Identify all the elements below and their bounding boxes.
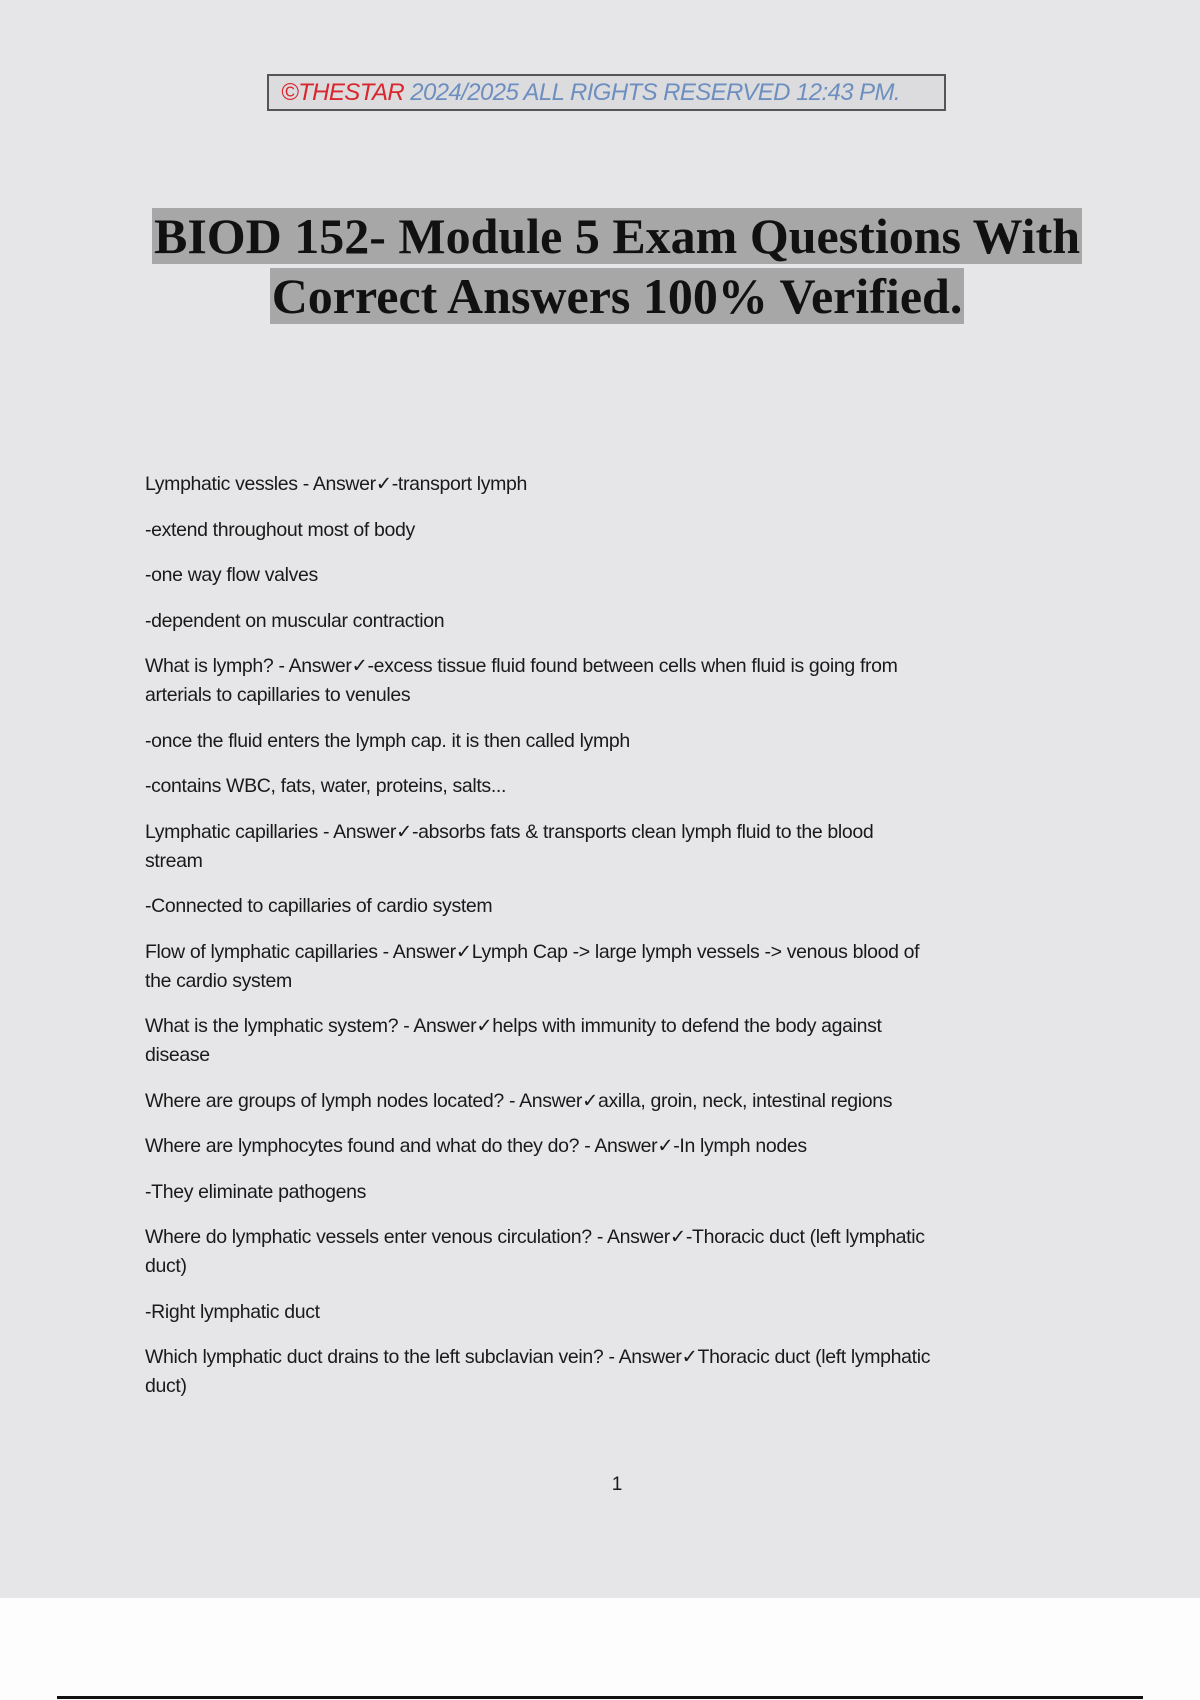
qa-paragraph [145,470,1145,499]
footer-rule [57,1696,1143,1699]
text-line: -Connected to capillaries of cardio system [145,895,493,917]
text-line: Where are lymphocytes found and what do they do? - Answer✓-In lymph nodes [145,1135,807,1157]
text-line: duct) [145,1255,187,1277]
text-line: What is lymph? - Answer✓-excess tissue fluid found between cells when fluid is going from [145,655,898,677]
text-line: -Right lymphatic duct [145,1300,320,1323]
document-title [0,206,1200,326]
text-line: disease [145,1044,210,1066]
page-number: 1 [611,1474,623,1495]
text-line: duct) [145,1375,187,1397]
text-line: arterials to capillaries to venules [145,684,411,706]
text-line: Which lymphatic duct drains to the left subclavian vein? - Answer✓Thoracic duct (left lymphatic [145,1346,931,1368]
qa-paragraph [145,1087,1145,1116]
title-line-1: BIOD 152- Module 5 Exam Questions With [153,208,1081,264]
text-line: What is the lymphatic system? - Answer✓helps with immunity to defend the body against [145,1015,882,1037]
text-line: Lymphatic capillaries - Answer✓-absorbs fats & transports clean lymph fluid to the blood [145,820,874,843]
text-line: -one way flow valves [145,564,318,586]
qa-paragraph [145,561,1145,590]
qa-paragraph [145,818,1145,876]
text-line: Where do lymphatic vessels enter venous circulation? - Answer✓-Thoracic duct (left lymphatic [145,1226,925,1248]
watermark-text: 2024/2025 ALL RIGHTS RESERVED 12:43 PM. [404,79,900,106]
qa-paragraph [145,892,1145,921]
qa-paragraph [145,1132,1145,1161]
qa-paragraph [145,938,1145,996]
copyright-watermark [267,74,946,111]
qa-paragraph [145,652,1145,710]
qa-paragraph [145,607,1145,636]
title-line-2: Correct Answers 100% Verified. [271,268,963,324]
text-line: -extend throughout most of body [145,518,415,541]
text-line: stream [145,849,203,872]
qa-paragraph [145,1223,1145,1281]
qa-paragraph [145,727,1145,756]
qa-paragraph [145,1298,1145,1327]
watermark-brand: ©THESTAR [281,79,405,106]
qa-paragraph [145,1178,1145,1207]
text-line: -They eliminate pathogens [145,1180,367,1203]
qa-paragraph [145,772,1145,801]
text-line: -once the fluid enters the lymph cap. it is then called lymph [145,729,630,752]
text-line: -dependent on muscular contraction [145,609,445,632]
document-body [145,470,1145,1418]
text-line: Flow of lymphatic capillaries - Answer✓Lymph Cap -> large lymph vessels -> venous blood of [145,940,920,963]
text-line: -contains WBC, fats, water, proteins, salts... [145,775,507,797]
qa-paragraph [145,1343,1145,1401]
qa-paragraph [145,1012,1145,1070]
qa-paragraph [145,516,1145,545]
text-line: Where are groups of lymph nodes located? - Answer✓axilla, groin, neck, intestinal regions [145,1089,893,1112]
text-line: Lymphatic vessles - Answer✓-transport lymph [145,473,528,495]
text-line: the cardio system [145,969,292,992]
